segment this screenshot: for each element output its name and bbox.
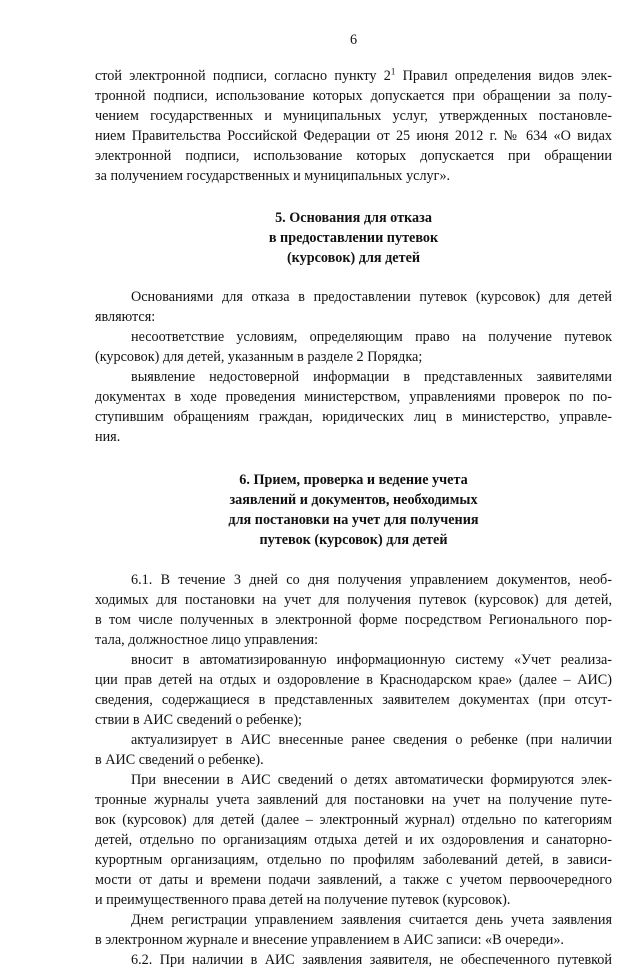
- text-line: Днем регистрации управлением заявления считается день учета заявления: [131, 912, 612, 928]
- text-line: в АИС сведений о ребенке).: [95, 752, 264, 768]
- section-6-body: [95, 570, 612, 970]
- text-fragment: стой электронной подписи, согласно пункту 2: [95, 68, 391, 84]
- heading-line: 6. Прием, проверка и ведение учета: [239, 472, 468, 488]
- footnote-superscript: 1: [390, 66, 396, 77]
- text-line: курортным организациям, отдельно по профилям заболеваний детей, в зависи-: [95, 852, 612, 868]
- text-line: ствии в АИС сведений о ребенке);: [95, 712, 302, 728]
- text-line: 6.1. В течение 3 дней со дня получения управлением документов, необ-: [131, 572, 612, 588]
- section-6-heading: [95, 470, 612, 550]
- text-line: чением государственных и муниципальных услуг, утвержденных постановле-: [95, 108, 612, 124]
- text-line: 6.2. При наличии в АИС заявления заявителя, не обеспеченного путевкой: [131, 952, 612, 968]
- text-line: [95, 66, 612, 86]
- text-line: в том числе полученных в электронной форме посредством Регионального пор-: [95, 612, 612, 628]
- text-line: вносит в автоматизированную информационную систему «Учет реализа-: [131, 652, 612, 668]
- text-line: детей, отдельно по организациям отдыха детей и их оздоровления и санаторно-: [95, 832, 612, 848]
- text-line: ния.: [95, 429, 121, 445]
- heading-line: путевок (курсовок) для детей: [259, 532, 448, 548]
- text-line: нием Правительства Российской Федерации от 25 июня 2012 г. № 634 «О видах: [95, 128, 612, 144]
- text-line: выявление недостоверной информации в представленных заявителями: [131, 369, 612, 385]
- heading-line: (курсовок) для детей: [286, 250, 421, 266]
- text-line: ступившим обращениям граждан, юридических лиц в министерство, управле-: [95, 409, 612, 425]
- heading-line: 5. Основания для отказа: [275, 210, 432, 226]
- text-line: ходимых для постановки на учет для получения путевок (курсовок) для детей,: [95, 592, 612, 608]
- text-line: несоответствие условиям, определяющим право на получение путевок: [131, 329, 612, 345]
- text-line: в электронном журнале и внесение управлением в АИС записи: «В очереди».: [95, 932, 564, 948]
- text-fragment: Правил определения видов элек-: [395, 68, 612, 84]
- text-line: При внесении в АИС сведений о детях автоматически формируются элек-: [131, 772, 612, 788]
- section-5-heading: [95, 208, 612, 268]
- heading-line: заявлений и документов, необходимых: [229, 492, 478, 508]
- heading-line: для постановки на учет для получения: [228, 512, 479, 528]
- text-line: тронной подписи, использование которых допускается при обращении за полу-: [95, 88, 612, 104]
- text-line: мости от даты и времени подачи заявлений, а также с учетом первоочередного: [95, 872, 612, 888]
- intro-paragraph: [95, 66, 612, 186]
- text-line: тронные журналы учета заявлений для постановки на учет на получение путе-: [95, 792, 612, 808]
- text-line: актуализирует в АИС внесенные ранее сведения о ребенке (при наличии: [131, 732, 612, 748]
- text-line: документах в ходе проведения министерством, управлениями проверок по по-: [95, 389, 612, 405]
- text-line: и преимущественного права детей на получение путевок (курсовок).: [95, 892, 511, 908]
- text-line: электронной подписи, использование которых допускается при обращении: [95, 148, 612, 164]
- page-number: 6: [349, 32, 358, 48]
- section-5-body: [95, 287, 612, 447]
- text-line: Основаниями для отказа в предоставлении путевок (курсовок) для детей: [131, 289, 612, 305]
- text-line: являются:: [95, 309, 156, 325]
- text-line: ции прав детей на отдых и оздоровление в Краснодарском крае» (далее – АИС): [95, 672, 612, 688]
- heading-line: в предоставлении путевок: [268, 230, 439, 246]
- text-line: сведения, содержащиеся в представленных заявителем документах (при отсут-: [95, 692, 612, 708]
- text-line: за получением государственных и муниципальных услуг».: [95, 168, 451, 184]
- text-line: вок (курсовок) для детей (далее – электронный журнал) отдельно по категориям: [95, 812, 612, 828]
- text-line: (курсовок) для детей, указанным в разделе 2 Порядка;: [95, 349, 423, 365]
- text-line: тала, должностное лицо управления:: [95, 632, 319, 648]
- document-page: [95, 30, 612, 970]
